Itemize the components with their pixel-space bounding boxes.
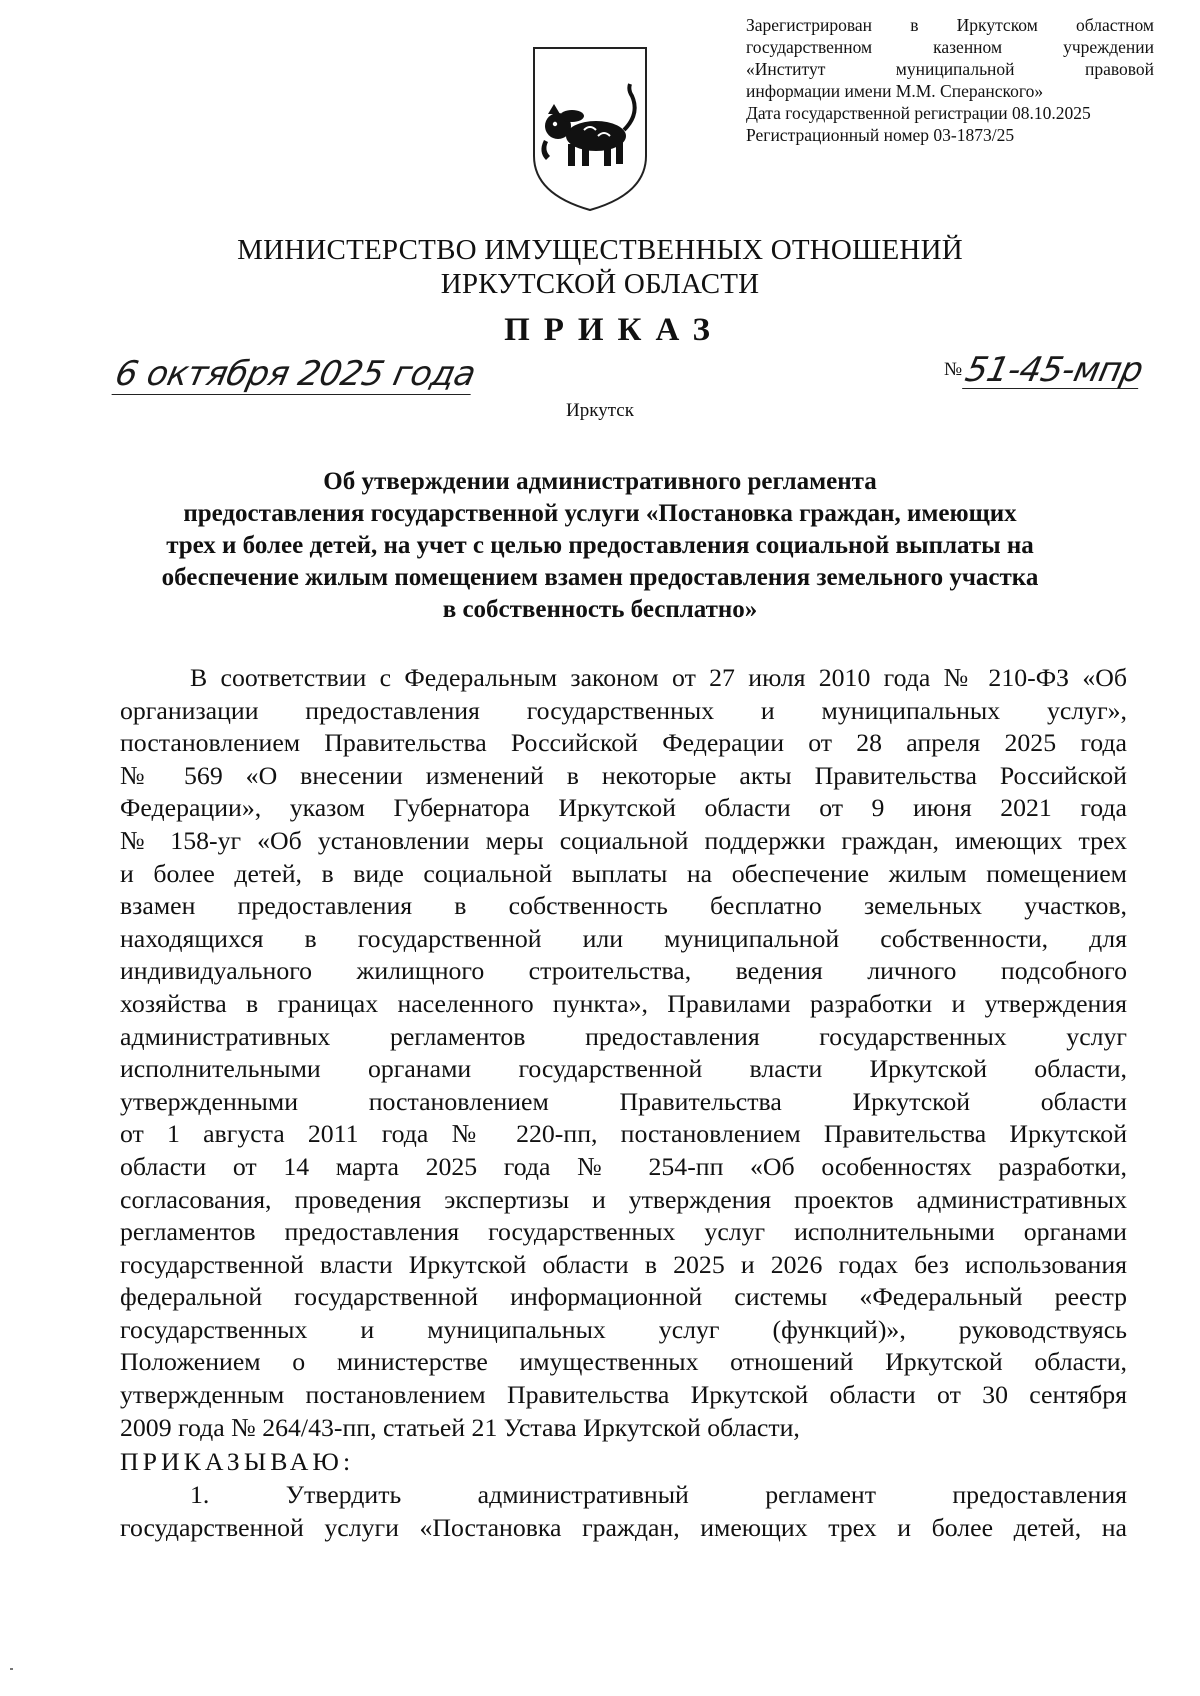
scan-speck — [10, 1668, 13, 1670]
heading-line: предоставления государственной услуги «Постановка граждан, имеющих — [183, 500, 1017, 527]
registration-line: «Институт муниципальной правовой — [746, 59, 1154, 79]
preamble-line: исполнительными органами государственной власти Иркутской области, — [120, 1054, 1127, 1084]
preamble-line: постановлением Правительства Российской Федерации от 28 апреля 2025 года — [120, 728, 1127, 758]
preamble-line: В соответствии с Федеральным законом от 27 июля 2010 года № 210-ФЗ «Об — [190, 663, 1127, 692]
preamble-line: индивидуального жилищного строительства, ведения личного подсобного — [120, 956, 1127, 986]
number-sign: № — [944, 359, 963, 380]
handwritten-date — [112, 354, 479, 394]
handwritten-order-number: 51-45-мпр — [961, 350, 1147, 390]
preamble-line: Положением о министерстве имущественных отношений Иркутской области, — [120, 1347, 1127, 1377]
preamble-line: регламентов предоставления государственных услуг исполнительными органами — [120, 1217, 1127, 1247]
handwritten-date-text: 6 октября 2025 года — [111, 354, 479, 394]
decree-word: ПРИКАЗЫВАЮ: — [120, 1447, 355, 1476]
heading-line: Об утверждении административного регламента — [323, 468, 877, 495]
heading-line: в собственность бесплатно» — [442, 596, 758, 623]
preamble-line: утвержденными постановлением Правительства Иркутской области — [120, 1086, 1127, 1116]
order-number — [944, 350, 1147, 390]
preamble-line: взамен предоставления в собственность бесплатно земельных участков, — [120, 891, 1127, 921]
preamble-line: № 158-уг «Об установлении меры социальной поддержки граждан, имеющих трех — [120, 825, 1127, 855]
registration-date: Дата государственной регистрации 08.10.2025 — [746, 103, 1091, 123]
preamble-line: области от 14 марта 2025 года № 254-пп «Об особенностях разработки, — [120, 1151, 1127, 1181]
preamble-line: государственных и муниципальных услуг (функций)», руководствуясь — [120, 1314, 1127, 1344]
ministry-name-line2: ИРКУТСКОЙ ОБЛАСТИ — [440, 268, 760, 300]
preamble-line: и более детей, в виде социальной выплаты на обеспечение жилым помещением — [120, 858, 1127, 888]
preamble-line: административных регламентов предоставления государственных услуг — [120, 1021, 1127, 1051]
irkutsk-coat-of-arms-icon — [528, 44, 652, 214]
preamble-line: находящихся в государственной или муниципальной собственности, для — [120, 923, 1127, 953]
item-line: государственной услуги «Постановка граждан, имеющих трех и более детей, на — [120, 1512, 1127, 1542]
registration-line: государственном казенном учреждении — [746, 37, 1154, 57]
document-title: ПРИКАЗ — [504, 312, 724, 348]
preamble-line: хозяйства в границах населенного пункта», Правилами разработки и утверждения — [120, 988, 1127, 1018]
preamble-paragraph — [120, 662, 1127, 1444]
item-line: 1. Утвердить административный регламент предоставления — [190, 1480, 1127, 1509]
preamble-line: федеральной государственной информационной системы «Федеральный реестр — [120, 1282, 1127, 1312]
ministry-name-line1: МИНИСТЕРСТВО ИМУЩЕСТВЕННЫХ ОТНОШЕНИЙ — [237, 234, 963, 266]
city-name: Иркутск — [566, 400, 634, 421]
preamble-line: согласования, проведения экспертизы и утверждения проектов административных — [120, 1184, 1127, 1214]
preamble-line: от 1 августа 2011 года № 220-пп, постановлением Правительства Иркутской — [120, 1119, 1127, 1149]
registration-number: Регистрационный номер 03-1873/25 — [746, 125, 1015, 145]
preamble-line: государственной власти Иркутской области в 2025 и 2026 годах без использования — [120, 1249, 1127, 1279]
registration-line: информации имени М.М. Сперанского» — [746, 81, 1044, 101]
order-item-1 — [120, 1479, 1127, 1544]
preamble-line: организации предоставления государственных и муниципальных услуг», — [120, 695, 1127, 725]
preamble-line: 2009 года № 264/43-пп, статьей 21 Устава Иркутской области, — [120, 1412, 800, 1442]
heading-line: обеспечение жилым помещением взамен предоставления земельного участка — [161, 564, 1039, 591]
registration-line: Зарегистрирован в Иркутском областном — [746, 15, 1154, 35]
preamble-line: Федерации», указом Губернатора Иркутской области от 9 июня 2021 года — [120, 793, 1127, 823]
order-heading — [120, 466, 1080, 626]
preamble-line: утвержденным постановлением Правительства Иркутской области от 30 сентября — [120, 1380, 1127, 1410]
heading-line: трех и более детей, на учет с целью предоставления социальной выплаты на — [166, 532, 1034, 559]
preamble-line: № 569 «О внесении изменений в некоторые акты Правительства Российской — [120, 760, 1127, 790]
registration-stamp — [746, 14, 1154, 146]
